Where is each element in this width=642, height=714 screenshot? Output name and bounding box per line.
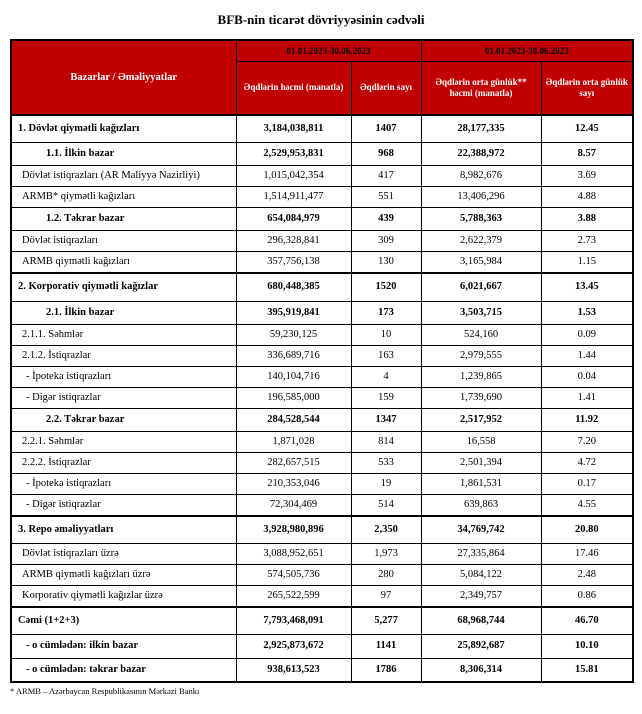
row-value: 0.17	[541, 474, 633, 495]
row-value: 514	[351, 495, 421, 517]
row-value: 27,335,864	[421, 544, 541, 565]
row-label: 3. Repo əməliyyatları	[11, 516, 236, 544]
table-row	[11, 474, 633, 495]
row-value: 19	[351, 474, 421, 495]
row-label: 2.1. İlkin bazar	[11, 301, 236, 324]
row-label: Cəmi (1+2+3)	[11, 607, 236, 635]
row-label: 2.1.2. İstiqrazlar	[11, 345, 236, 366]
table-row	[11, 586, 633, 608]
row-value: 10	[351, 324, 421, 345]
row-value: 1407	[351, 115, 421, 143]
row-value: 2.48	[541, 565, 633, 586]
row-value: 1141	[351, 635, 421, 658]
row-label: - Digər istiqrazlar	[11, 495, 236, 517]
row-value: 1,973	[351, 544, 421, 565]
row-value: 2,529,953,831	[236, 143, 351, 166]
header-period-row	[11, 40, 633, 62]
table-row	[11, 387, 633, 408]
row-value: 417	[351, 166, 421, 187]
table-row	[11, 366, 633, 387]
table-row	[11, 516, 633, 544]
table-row	[11, 431, 633, 452]
row-value: 6,021,667	[421, 273, 541, 301]
header-deal-volume: Əqdlərin həcmi (manatla)	[236, 62, 351, 116]
table-row	[11, 143, 633, 166]
row-value: 2,517,952	[421, 408, 541, 431]
row-value: 163	[351, 345, 421, 366]
row-value: 8,306,314	[421, 658, 541, 682]
table-header	[11, 40, 633, 115]
footnote: * ARMB – Azərbaycan Respublikasının Mərkəzi Bankı	[10, 685, 200, 696]
row-value: 59,230,125	[236, 324, 351, 345]
table-row	[11, 345, 633, 366]
header-markets-operations: Bazarlar / Əməliyyatlar	[11, 40, 236, 115]
table-row	[11, 187, 633, 208]
table-row	[11, 495, 633, 517]
trade-turnover-table	[10, 39, 634, 683]
row-value: 2,925,873,672	[236, 635, 351, 658]
table-row	[11, 208, 633, 231]
row-value: 1,861,531	[421, 474, 541, 495]
row-value: 3,184,038,811	[236, 115, 351, 143]
row-value: 282,657,515	[236, 452, 351, 473]
table-row	[11, 408, 633, 431]
row-label: - o cümlədən: təkrar bazar	[11, 658, 236, 682]
row-value: 97	[351, 586, 421, 608]
row-value: 8,982,676	[421, 166, 541, 187]
table-row	[11, 607, 633, 635]
row-value: 10.10	[541, 635, 633, 658]
row-label: Korporativ qiymətli kağızlar üzrə	[11, 586, 236, 608]
row-value: 280	[351, 565, 421, 586]
row-label: 2. Korporativ qiymətli kağızlar	[11, 273, 236, 301]
row-value: 0.04	[541, 366, 633, 387]
table-row	[11, 273, 633, 301]
row-value: 210,353,046	[236, 474, 351, 495]
row-value: 15.81	[541, 658, 633, 682]
row-label: 1.1. İlkin bazar	[11, 143, 236, 166]
row-value: 524,160	[421, 324, 541, 345]
row-value: 968	[351, 143, 421, 166]
table-row	[11, 635, 633, 658]
header-period-2: 01.01.2023-30.06.2023	[421, 40, 633, 62]
row-label: - Digər istiqrazlar	[11, 387, 236, 408]
row-value: 25,892,687	[421, 635, 541, 658]
row-value: 3.69	[541, 166, 633, 187]
row-value: 11.92	[541, 408, 633, 431]
row-value: 1.44	[541, 345, 633, 366]
row-label: Dövlət istiqrazları üzrə	[11, 544, 236, 565]
row-label: 2.2.2. İstiqrazlar	[11, 452, 236, 473]
row-label: - İpoteka istiqrazları	[11, 474, 236, 495]
row-value: 938,613,523	[236, 658, 351, 682]
row-label: 2.2. Təkrar bazar	[11, 408, 236, 431]
row-value: 46.70	[541, 607, 633, 635]
row-value: 551	[351, 187, 421, 208]
row-label: - o cümlədən: ilkin bazar	[11, 635, 236, 658]
row-value: 17.46	[541, 544, 633, 565]
row-value: 3,088,952,651	[236, 544, 351, 565]
row-label: - İpoteka istiqrazları	[11, 366, 236, 387]
row-value: 2,349,757	[421, 586, 541, 608]
row-label: 1. Dövlət qiymətli kağızları	[11, 115, 236, 143]
row-label: 2.1.1. Səhmlər	[11, 324, 236, 345]
row-value: 2,979,555	[421, 345, 541, 366]
row-value: 814	[351, 431, 421, 452]
header-avg-daily-count: Əqdlərin orta günlük sayı	[541, 62, 633, 116]
row-value: 2,622,379	[421, 231, 541, 252]
row-value: 34,769,742	[421, 516, 541, 544]
row-value: 20.80	[541, 516, 633, 544]
header-period-1: 01.01.2023-30.06.2023	[236, 40, 421, 62]
row-value: 3,165,984	[421, 252, 541, 274]
row-value: 16,558	[421, 431, 541, 452]
row-label: Dövlət istiqrazları (AR Maliyyə Nazirliyi)	[11, 166, 236, 187]
row-value: 0.86	[541, 586, 633, 608]
row-value: 1786	[351, 658, 421, 682]
row-value: 357,756,138	[236, 252, 351, 274]
row-value: 336,689,716	[236, 345, 351, 366]
row-value: 7.20	[541, 431, 633, 452]
row-value: 140,104,716	[236, 366, 351, 387]
row-value: 1.41	[541, 387, 633, 408]
row-value: 1347	[351, 408, 421, 431]
row-value: 2,501,394	[421, 452, 541, 473]
row-value: 0.09	[541, 324, 633, 345]
row-label: ARMB* qiymətli kağızları	[11, 187, 236, 208]
row-value: 4.72	[541, 452, 633, 473]
row-value: 5,788,363	[421, 208, 541, 231]
row-value: 1,015,042,354	[236, 166, 351, 187]
table-row	[11, 324, 633, 345]
row-value: 4.88	[541, 187, 633, 208]
row-value: 68,968,744	[421, 607, 541, 635]
row-value: 284,528,544	[236, 408, 351, 431]
row-value: 4.55	[541, 495, 633, 517]
row-value: 1520	[351, 273, 421, 301]
row-value: 296,328,841	[236, 231, 351, 252]
row-value: 28,177,335	[421, 115, 541, 143]
table-row	[11, 658, 633, 682]
row-value: 22,388,972	[421, 143, 541, 166]
row-value: 5,084,122	[421, 565, 541, 586]
row-value: 1,239,865	[421, 366, 541, 387]
row-value: 4	[351, 366, 421, 387]
page-title: BFB-nin ticarət dövriyyəsinin cədvəli	[217, 12, 425, 27]
row-value: 2.73	[541, 231, 633, 252]
header-deal-count: Əqdlərin sayı	[351, 62, 421, 116]
row-value: 3,928,980,896	[236, 516, 351, 544]
table-row	[11, 565, 633, 586]
row-label: 2.2.1. Səhmlər	[11, 431, 236, 452]
row-value: 639,863	[421, 495, 541, 517]
row-value: 159	[351, 387, 421, 408]
table-row	[11, 452, 633, 473]
row-value: 439	[351, 208, 421, 231]
row-value: 1,871,028	[236, 431, 351, 452]
row-value: 654,084,979	[236, 208, 351, 231]
header-avg-daily-volume: Əqdlərin orta günlük** həcmi (manatla)	[421, 62, 541, 116]
row-label: Dövlət istiqrazları	[11, 231, 236, 252]
row-value: 196,585,000	[236, 387, 351, 408]
table-row	[11, 231, 633, 252]
table-row	[11, 544, 633, 565]
table-row	[11, 252, 633, 274]
table-row	[11, 115, 633, 143]
row-value: 533	[351, 452, 421, 473]
row-value: 3.88	[541, 208, 633, 231]
row-value: 265,522,599	[236, 586, 351, 608]
row-value: 1.53	[541, 301, 633, 324]
row-value: 8.57	[541, 143, 633, 166]
row-value: 1,514,911,477	[236, 187, 351, 208]
row-label: ARMB qiymətli kağızları üzrə	[11, 565, 236, 586]
row-value: 395,919,841	[236, 301, 351, 324]
row-label: ARMB qiymətli kağızları	[11, 252, 236, 274]
row-label: 1.2. Təkrar bazar	[11, 208, 236, 231]
table-row	[11, 301, 633, 324]
row-value: 72,304,469	[236, 495, 351, 517]
row-value: 13,406,296	[421, 187, 541, 208]
row-value: 574,505,736	[236, 565, 351, 586]
table-body	[11, 115, 633, 682]
row-value: 7,793,468,091	[236, 607, 351, 635]
row-value: 2,350	[351, 516, 421, 544]
row-value: 3,503,715	[421, 301, 541, 324]
row-value: 1.15	[541, 252, 633, 274]
row-value: 130	[351, 252, 421, 274]
row-value: 680,448,385	[236, 273, 351, 301]
table-row	[11, 166, 633, 187]
row-value: 12.45	[541, 115, 633, 143]
row-value: 5,277	[351, 607, 421, 635]
row-value: 309	[351, 231, 421, 252]
row-value: 13.45	[541, 273, 633, 301]
row-value: 1,739,690	[421, 387, 541, 408]
row-value: 173	[351, 301, 421, 324]
